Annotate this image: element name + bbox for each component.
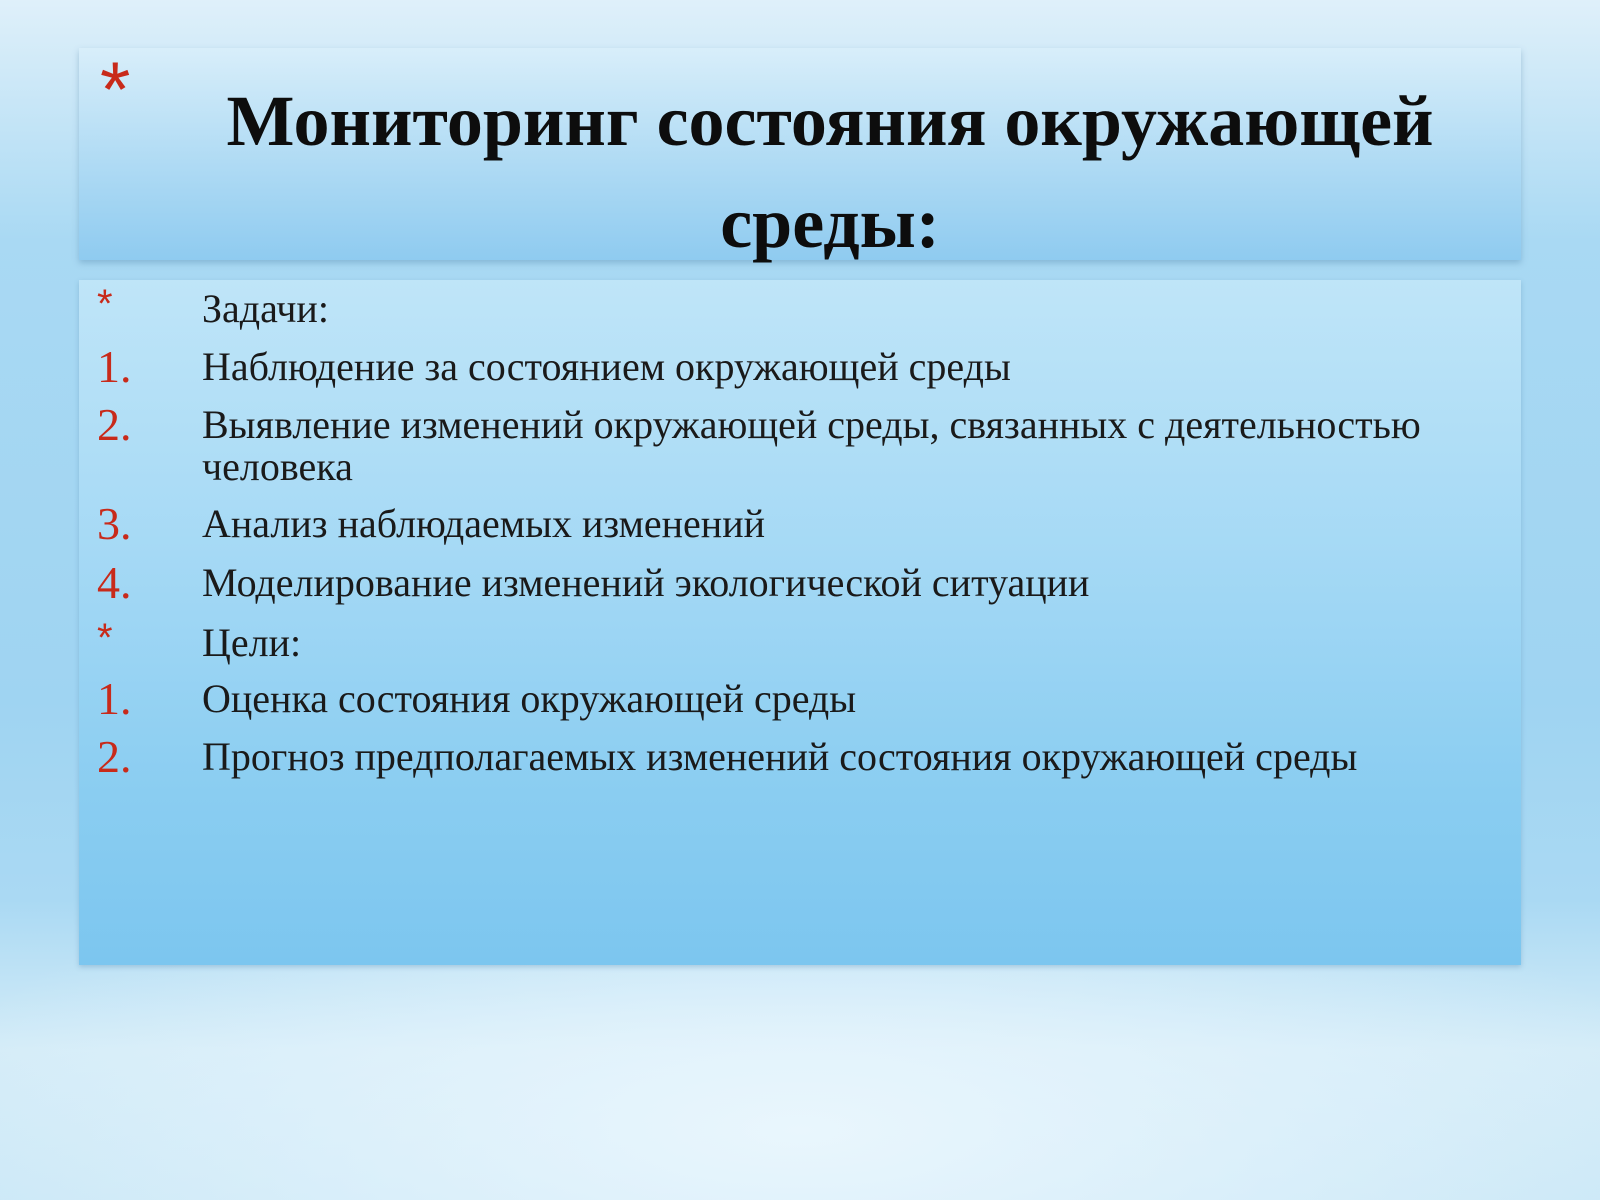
list-item-text: Анализ наблюдаемых изменений [202,501,766,546]
list-item-text: Выявление изменений окружающей среды, связанных с деятельностью человека [202,402,1421,489]
list-item-text: Задачи: [202,286,329,331]
list-item-text: Моделирование изменений экологической ситуации [202,560,1090,605]
title-placeholder[interactable] [79,45,1521,263]
list-item-number: 3. [97,498,132,549]
slide-title: Мониторинг состояния окружающей среды: [226,81,1434,263]
list-item-text: Наблюдение за состоянием окружающей среды [202,344,1011,389]
list-item-number: 4. [97,557,132,608]
list-item-number: 1. [97,673,132,724]
list-item-text: Прогноз предполагаемых изменений состояния окружающей среды [202,734,1358,779]
star-bullet-icon: * [97,616,113,660]
star-bullet-icon: * [97,282,113,326]
list-item-number: 2. [97,731,132,782]
title-bullet-icon: * [100,45,131,133]
content-placeholder[interactable] [79,280,1521,965]
list-item-text: Цели: [202,620,302,665]
list-item-number: 1. [97,341,132,392]
list-item-text: Оценка состояния окружающей среды [202,676,857,721]
list-item-number: 2. [97,399,132,450]
